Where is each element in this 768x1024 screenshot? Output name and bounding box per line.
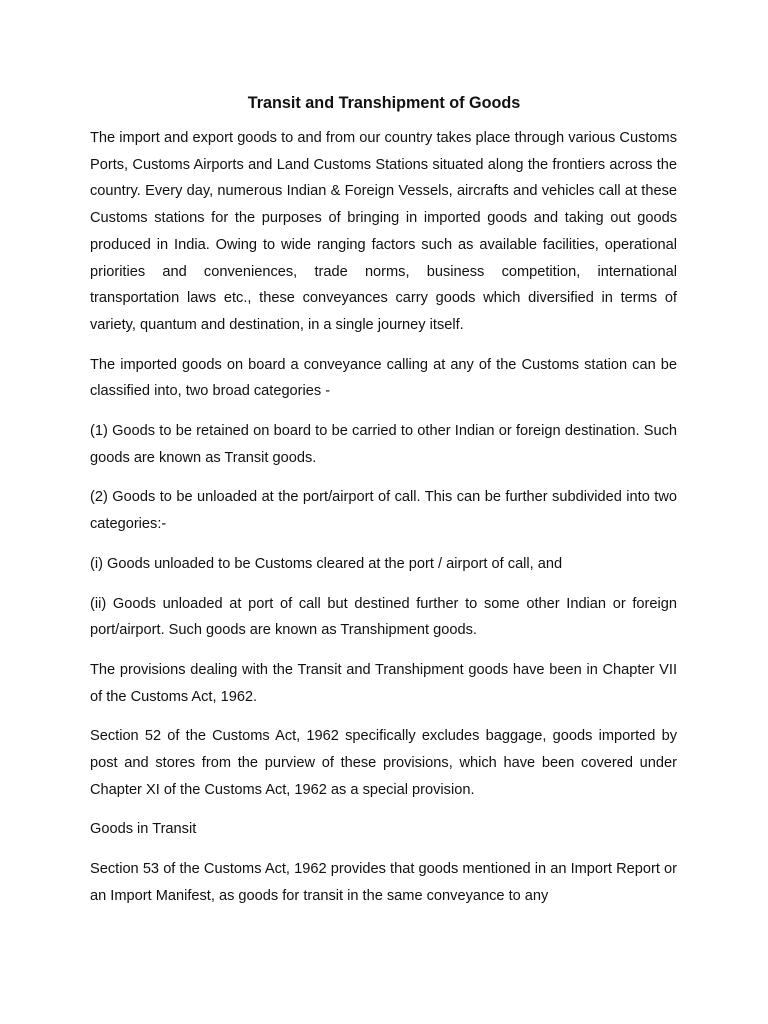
paragraph-chapter-vii: The provisions dealing with the Transit and Transhipment goods have been in Chapter VII of the Customs Act, 1962. [90, 661, 677, 705]
paragraph-section-52: Section 52 of the Customs Act, 1962 specifically excludes baggage, goods imported by post and stores from the purview of these provisions, which have been covered under Chapter XI of the Customs Act, 1962 as a special provision. [90, 728, 677, 798]
paragraph-section-53: Section 53 of the Customs Act, 1962 provides that goods mentioned in an Import Report or an Import Manifest, as goods for transit in the same conveyance to any [90, 861, 677, 904]
paragraph-categories: The imported goods on board a conveyance calling at any of the Customs station can be classified into, two broad categories - [90, 356, 677, 400]
paragraph-transhipment-goods: (ii) Goods unloaded at port of call but destined further to some other Indian or foreign port/airport. Such goods are known as Transhipment goods. [90, 595, 677, 639]
document-body [90, 125, 677, 910]
section-heading-goods-in-transit: Goods in Transit [90, 821, 197, 838]
paragraph-customs-cleared: (i) Goods unloaded to be Customs cleared at the port / airport of call, and [90, 555, 563, 572]
paragraph-unloaded-goods: (2) Goods to be unloaded at the port/airport of call. This can be further subdivided into two categories:- [90, 489, 677, 533]
page-title: Transit and Transhipment of Goods [247, 94, 521, 112]
paragraph-transit-goods: (1) Goods to be retained on board to be carried to other Indian or foreign destination. Such goods are known as Transit goods. [90, 423, 677, 466]
paragraph-intro: The import and export goods to and from our country takes place through various Customs Ports, Customs Airports and Land Customs Stations situated along the frontiers across the country. Every day, numerous Indian & Foreign Vessels, aircrafts and vehicles call at these Customs stations for the purposes of bringing in imported goods and taking out goods produced in India. Owing to wide ranging factors such as available facilities, operational priorities and conveniences, trade norms, business competition, international transportation laws etc., these conveyances carry goods which diversified in terms of variety, quantum and destination, in a single journey itself. [90, 130, 677, 333]
